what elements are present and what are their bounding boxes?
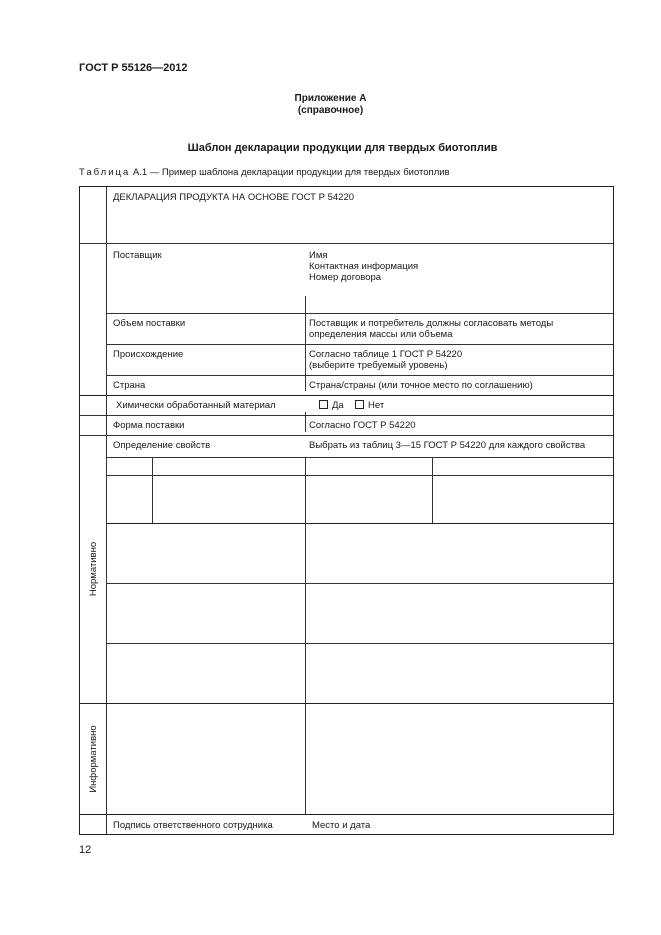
- origin-value-line2: (выберите требуемый уровень): [309, 360, 448, 371]
- no-label: Нет: [368, 400, 385, 411]
- country-label: Страна: [113, 380, 146, 391]
- appendix-type: (справочное): [297, 105, 364, 116]
- volume-label: Объем поставки: [113, 318, 186, 329]
- checkbox-icon[interactable]: [319, 400, 328, 409]
- standard-number: ГОСТ Р 55126—2012: [79, 62, 188, 74]
- properties-value: Выбрать из таблиц 3—15 ГОСТ Р 54220 для каждого свойства: [309, 440, 586, 451]
- chemically-treated-yes[interactable]: [319, 400, 344, 412]
- declaration-table: [79, 186, 614, 835]
- table-caption: [79, 167, 450, 178]
- place-date-label: Место и дата: [312, 820, 371, 831]
- chemically-treated-label: Химически обработанный материал: [116, 400, 276, 411]
- signature-label: Подпись ответственного сотрудника: [113, 820, 273, 831]
- document-title: Шаблон декларации продукции для твердых биотоплив: [187, 142, 498, 154]
- normative-label: Нормативно: [88, 541, 99, 597]
- delivery-form-value: Согласно ГОСТ Р 54220: [309, 420, 416, 431]
- supplier-label: Поставщик: [113, 250, 162, 261]
- volume-value-line1: Поставщик и потребитель должны согласовать методы: [309, 318, 554, 329]
- origin-label: Происхождение: [113, 349, 184, 360]
- delivery-form-label: Форма поставки: [113, 420, 185, 431]
- caption-text: А.1 — Пример шаблона декларации продукции для твердых биотоплив: [130, 167, 450, 178]
- checkbox-icon[interactable]: [355, 400, 364, 409]
- supplier-contract-field: Номер договора: [309, 272, 382, 283]
- chemically-treated-no[interactable]: [355, 400, 384, 412]
- appendix-title: Приложение А: [294, 93, 367, 104]
- informative-label: Информативно: [88, 725, 99, 793]
- properties-label: Определение свойств: [113, 440, 211, 451]
- supplier-name-field: Имя: [309, 250, 328, 261]
- country-value: Страна/страны (или точное место по соглашению): [309, 380, 533, 391]
- page-number: 12: [79, 844, 92, 856]
- volume-value-line2: определения массы или объема: [309, 329, 453, 340]
- yes-label: Да: [332, 400, 344, 411]
- declaration-title: ДЕКЛАРАЦИЯ ПРОДУКТА НА ОСНОВЕ ГОСТ Р 54220: [113, 192, 355, 203]
- origin-value-line1: Согласно таблице 1 ГОСТ Р 54220: [309, 349, 463, 360]
- caption-prefix: Таблица: [79, 167, 131, 178]
- supplier-contact-field: Контактная информация: [309, 261, 419, 272]
